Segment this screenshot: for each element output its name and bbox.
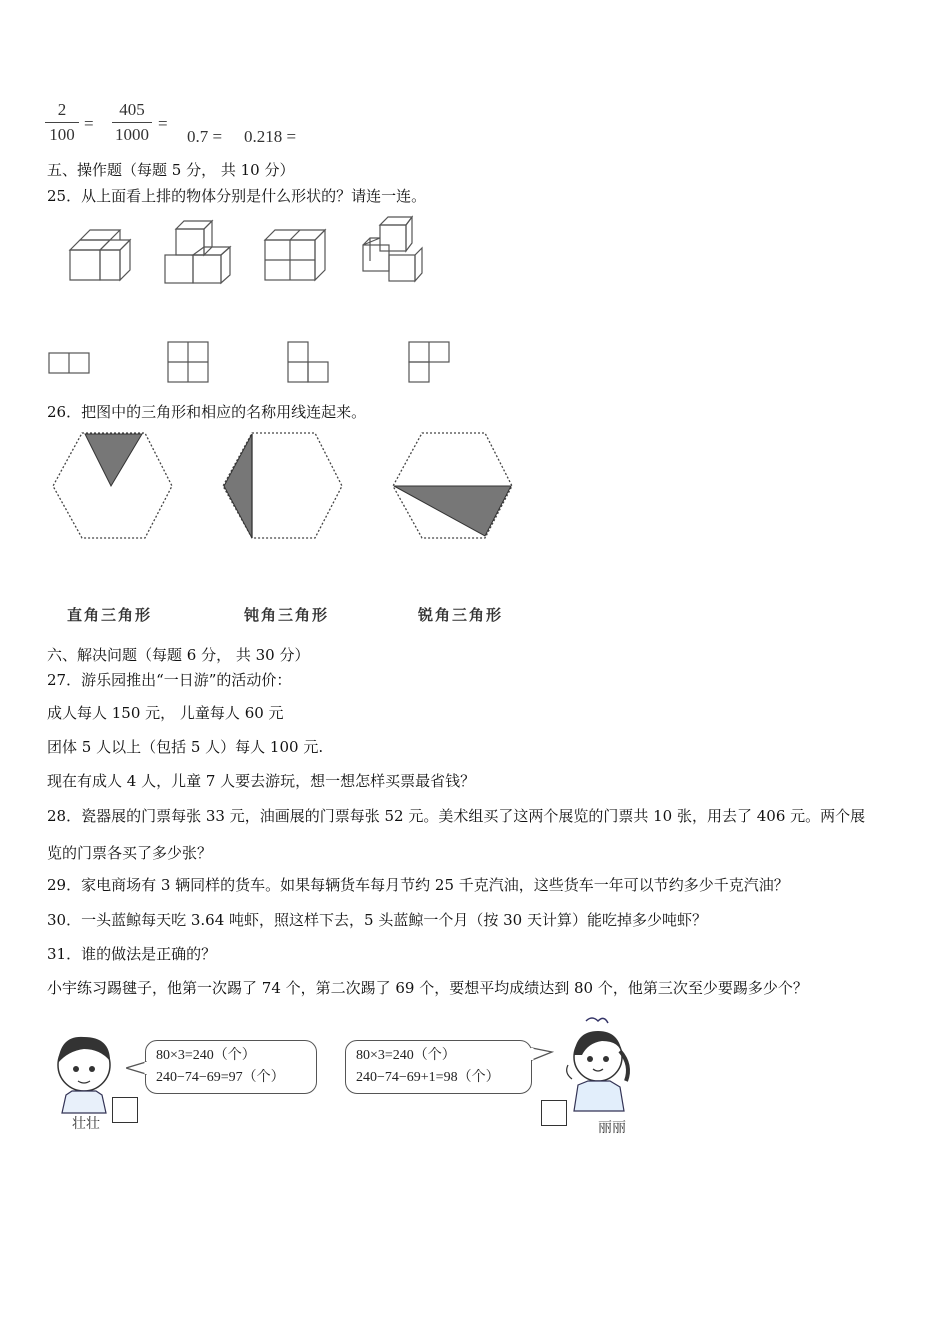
question-26: 26．把图中的三角形和相应的名称用线连起来。 [47,403,367,421]
cube-stack-4 [363,217,422,281]
speech-bubble-zhuang [145,1040,317,1094]
decimal-expression: 0.218 = [244,127,297,146]
question-31: 31．谁的做法是正确的？ [47,945,217,963]
question-25: 25．从上面看上排的物体分别是什么形状的？请连一连。 [47,187,427,205]
fraction-denominator: 100 [45,122,79,145]
triangle-label: 直角三角形 [67,606,153,624]
acute-triangle-shaded [85,434,142,486]
question-28: 28．瓷器展的门票每张 33 元，油画展的门票每张 52 元。美术组买了这两个展览的门票共 10 张，用去了 406 元。两个展 [47,807,866,825]
fraction-405-1000 [112,100,152,145]
question-27: 27．游乐园推出“一日游”的活动价： [47,671,292,689]
girl-name: 丽丽 [598,1120,626,1136]
boy-name: 壮壮 [72,1116,100,1132]
obtuse-triangle-shaded [224,434,252,538]
cube-stack-2 [165,221,230,283]
answer-checkbox-zhuang[interactable] [112,1097,138,1123]
bubble-tail [528,1046,554,1062]
equals-sign: = [158,114,168,133]
question-27-line: 成人每人 150 元， 儿童每人 60 元 [47,704,284,722]
section-heading: 五、操作题（每题 5 分， 共 10 分） [47,161,295,179]
fraction-2-100 [45,100,79,145]
calc-line: 80×3=240（个） [156,1048,256,1063]
triangle-label: 锐角三角形 [418,606,504,624]
calc-line: 240−74−69+1=98（个） [356,1070,500,1085]
right-triangle-shaded [394,486,511,536]
hexagon-triangles-figure [45,428,525,546]
triangle-label: 钝角三角形 [244,606,330,624]
calc-line: 80×3=240（个） [356,1048,456,1063]
question-31-line: 小宇练习踢毽子，他第一次踢了 74 个，第二次踢了 69 个，要想平均成绩达到 80 个，他第三次至少要踢多少个？ [47,979,808,997]
question-30: 30．一头蓝鲸每天吃 3.64 吨虾，照这样下去，5 头蓝鲸一个月（按 30 天计算）能吃掉多少吨虾？ [47,911,707,929]
cube-stack-1 [70,230,130,280]
question-29: 29．家电商场有 3 辆同样的货车。如果每辆货车每月节约 25 千克汽油，这些货车一年可以节约多少千克汽油？ [47,876,789,894]
speech-bubble-lili [345,1040,532,1094]
decimal-expression: 0.7 = [187,127,223,146]
question-28-line: 览的门票各买了多少张？ [47,844,213,862]
question-27-line: 团体 5 人以上（包括 5 人）每人 100 元. [47,738,324,756]
section-heading: 六、解决问题（每题 6 分， 共 30 分） [47,646,310,664]
equals-sign: = [84,114,94,133]
calc-line: 240−74−69=97（个） [156,1070,285,1085]
fraction-numerator: 2 [57,100,67,119]
bubble-tail [126,1060,148,1076]
fraction-denominator: 1000 [112,122,152,145]
cube-stack-3 [265,230,325,280]
cube-views-figure [40,215,460,395]
question-27-line: 现在有成人 4 人，儿童 7 人要去游玩，想一想怎样买票最省钱？ [47,772,476,790]
fraction-numerator: 405 [119,100,145,119]
girl-avatar [560,1015,640,1115]
top-view-options [49,342,449,382]
